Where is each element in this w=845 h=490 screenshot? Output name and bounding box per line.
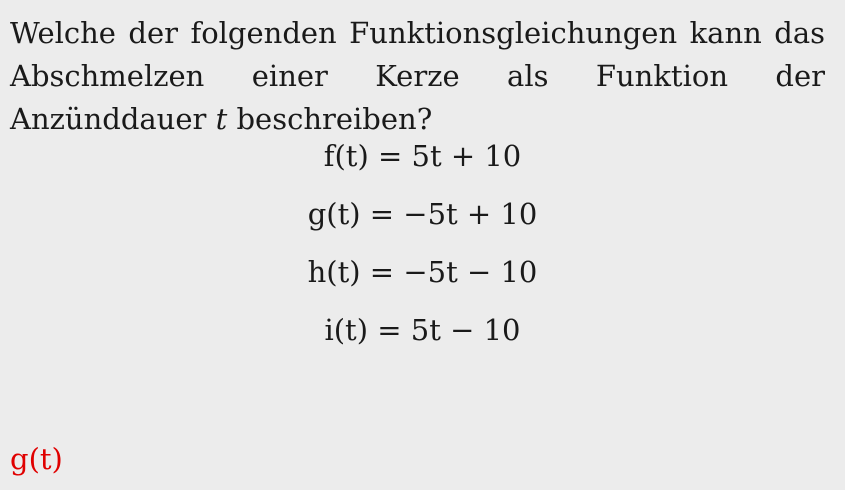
question-variable: t bbox=[215, 102, 228, 136]
equation-h: h(t) = −5t − 10 bbox=[307, 255, 538, 289]
equation-list bbox=[0, 132, 845, 364]
equation-i: i(t) = 5t − 10 bbox=[324, 313, 521, 347]
question-text bbox=[10, 12, 825, 141]
question-end: beschreiben? bbox=[227, 102, 433, 136]
question-main: Welche der folgenden Funktionsgleichungen kann das Abschmelzen einer Kerze als Funktion der Anzünddauer bbox=[10, 16, 825, 136]
equation-f: f(t) = 5t + 10 bbox=[323, 139, 522, 173]
answer-text: g(t) bbox=[10, 442, 63, 476]
equation-g: g(t) = −5t + 10 bbox=[307, 197, 538, 231]
